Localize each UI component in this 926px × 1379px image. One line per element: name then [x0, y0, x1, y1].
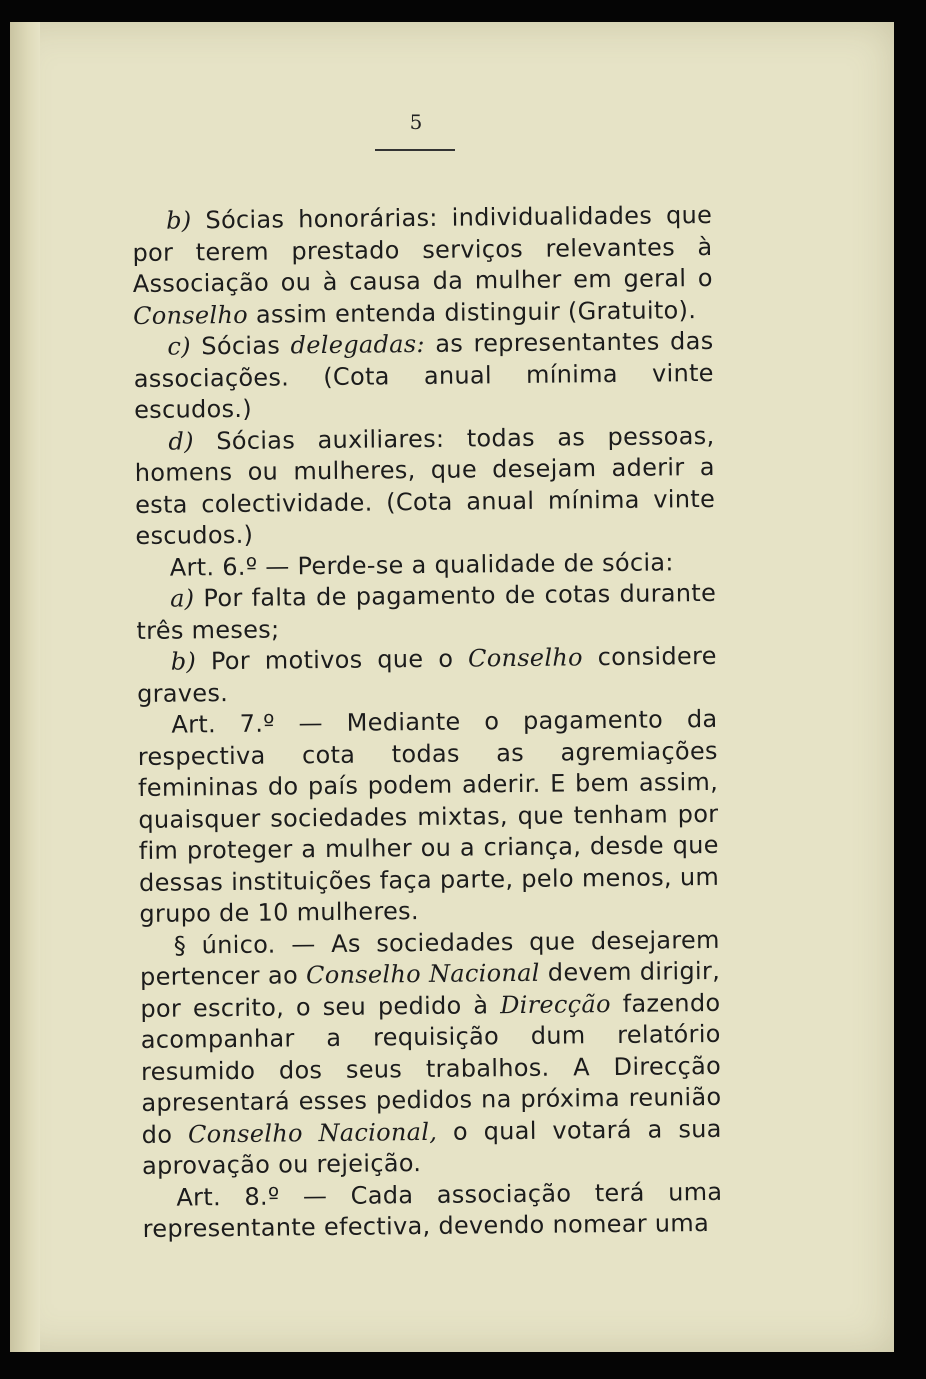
italic-text: c) [167, 332, 192, 361]
italic-text: a) [169, 584, 195, 613]
text-run: o qual votará a sua aprovação ou rejeição. [141, 1114, 722, 1180]
italic-text: d) [168, 426, 194, 456]
binding-gutter [10, 22, 40, 1352]
text-run: as representantes das associações. (Cota anual mínima vinte escudos.) [133, 326, 714, 424]
paragraph [134, 420, 715, 552]
text-run: considere graves. [136, 641, 717, 708]
italic-text: Direcção [500, 989, 611, 1019]
text-run: Por motivos que o [195, 644, 469, 676]
italic-text: Conselho Nacional, [187, 1117, 438, 1148]
italic-text: b) [166, 206, 192, 235]
text-run: assim entenda distinguir (Gratuito). [247, 295, 697, 329]
header-rule [375, 149, 455, 151]
document-page [10, 22, 894, 1352]
text-run: Art. 6.º — Perde-se a qualidade de sócia: [169, 547, 674, 582]
paragraph [133, 326, 714, 427]
text-run: Art. 7.º — Mediante o pagamento da respectiva cota todas as agremiações femininas do país podem aderir. E bem assim, quaisquer sociedades mixtas, que tenham por fim proteger a mulher ou a criança, desde que dessas instituições faça parte, pelo menos, um grupo de 10 mulheres. [137, 704, 720, 928]
paragraph [136, 578, 717, 647]
italic-text: Conselho [133, 300, 249, 330]
italic-text: delegadas: [290, 329, 425, 360]
body-text [132, 200, 723, 1246]
paragraph [137, 704, 719, 931]
text-run: Por falta de pagamento de cotas durante três meses; [136, 578, 717, 645]
text-run: § único. — As sociedades que desejarem pertencer ao [139, 925, 720, 991]
page-number: 5 [409, 110, 423, 134]
text-run: Sócias [190, 331, 291, 361]
paragraph [140, 924, 723, 1182]
text-run: Sócias auxiliares: todas as pessoas, homens ou mulheres, que desejam aderir a esta colectividade. (Cota anual mínima vinte escudos.) [134, 421, 716, 550]
paragraph [137, 641, 718, 710]
paragraph [142, 1176, 723, 1245]
text-run: fazendo acompanhar a requisição dum relatório resumido dos seus trabalhos. A Direcção apresentará esses pedidos na próxima reunião do [140, 988, 722, 1149]
text-run: devem dirigir, por escrito, o seu pedido à [140, 956, 721, 1023]
text-run: Sócias honorárias: individualidades que por terem prestado serviços relevantes à Associação ou à causa da mulher em geral o [132, 200, 713, 298]
italic-text: Conselho [467, 643, 583, 673]
italic-text: b) [170, 647, 197, 676]
italic-text: Conselho Nacional [305, 958, 540, 990]
paragraph [132, 200, 713, 332]
text-run: Art. 8.º — Cada associação terá uma representante efectiva, devendo nomear uma [142, 1177, 723, 1243]
